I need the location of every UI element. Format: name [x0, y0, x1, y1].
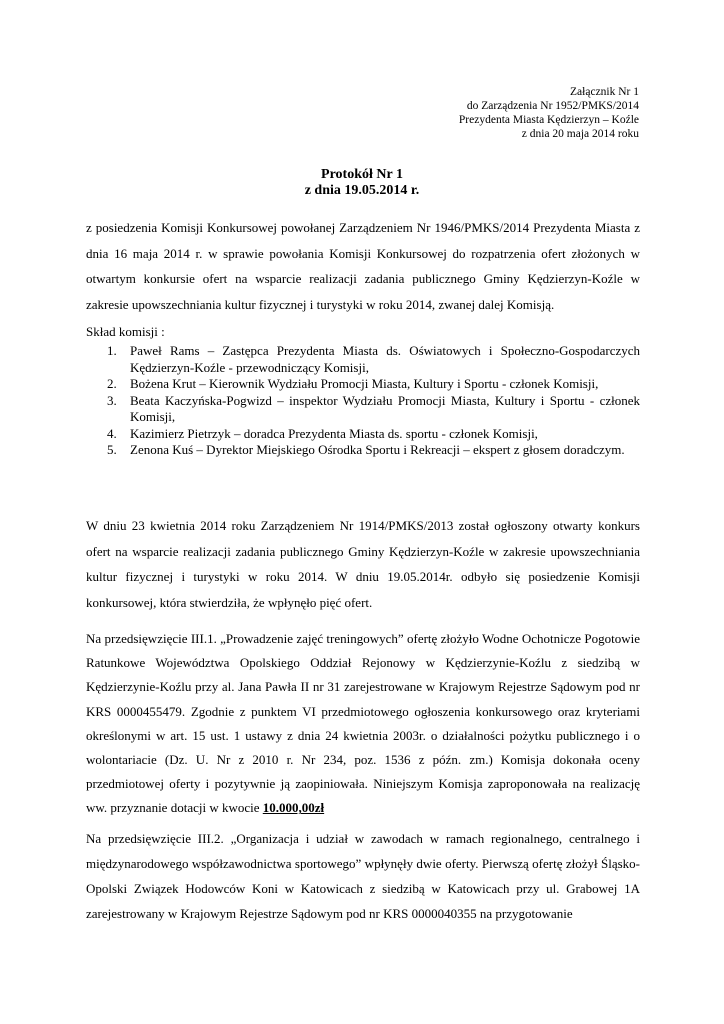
- paragraph-contest-announcement: [86, 513, 640, 615]
- list-item-text: Beata Kaczyńska-Pogwizd – inspektor Wydziału Promocji Miasta, Kultury i Sportu - członek Komisji,: [130, 392, 640, 424]
- list-item: [86, 376, 640, 393]
- list-item-text: Zenona Kuś – Dyrektor Miejskiego Ośrodka Sportu i Rekreacji – ekspert z głosem doradczym.: [130, 442, 625, 457]
- title-line-2: z dnia 19.05.2014 r.: [304, 183, 420, 198]
- list-item: [86, 393, 640, 426]
- paragraph-3-text: Na przedsięwzięcie III.2. „Organizacja i udział w zawodach w ramach regionalnego, centralnego i międzynarodowego współzawodnictwa sportowego” wpłynęły dwie oferty. Pierwszą ofertę złożył Śląsko-Opolski Związek Hodowców Koni w Katowicach z siedzibą w Katowicach przy ul. Grabowej 1A zarejestrowany w Krajowym Rejestrze Sądowym pod nr KRS 0000040355 na przygotowanie: [86, 831, 640, 921]
- annex-line-4: z dnia 20 maja 2014 roku: [521, 128, 639, 140]
- paragraph-2-body: [86, 627, 640, 821]
- list-item-number: 1.: [107, 343, 117, 358]
- paragraph-project-iii-1: [86, 627, 640, 821]
- list-item-text: Paweł Rams – Zastępca Prezydenta Miasta ds. Oświatowych i Społeczno-Gospodarczych Kędzierzyn-Koźle - przewodniczący Komisji,: [130, 343, 640, 375]
- document-title: [0, 167, 724, 199]
- paragraph-1-text: W dniu 23 kwietnia 2014 roku Zarządzeniem Nr 1914/PMKS/2013 został ogłoszony otwarty konkurs ofert na wsparcie realizacji zadania publicznego Gminy Kędzierzyn-Koźle w zakresie upowszechniania kultur fizycznej i turystyki w roku 2014. W dniu 19.05.2014r. odbyło się posiedzenie Komisji konkursowej, która stwierdziła, że wpłynęło pięć ofert.: [86, 518, 640, 610]
- intro-text: z posiedzenia Komisji Konkursowej powołanej Zarządzeniem Nr 1946/PMKS/2014 Prezydenta Miasta z dnia 16 maja 2014 r. w sprawie powołania Komisji Konkursowej do rozpatrzenia ofert złożonych w otwartym konkursie ofert na wsparcie realizacji zadania publicznego Gminy Kędzierzyn-Koźle w zakresie upowszechniania kultur fizycznej i turystyki w roku 2014, zwanej dalej Komisją.: [86, 220, 640, 312]
- committee-members-list: [86, 343, 640, 459]
- list-item-number: 4.: [107, 425, 117, 441]
- intro-paragraph: [86, 215, 640, 317]
- annex-line-3: Prezydenta Miasta Kędzierzyn – Koźle: [458, 114, 639, 126]
- annex-header: [459, 85, 639, 141]
- paragraph-2-text: Na przedsięwzięcie III.1. „Prowadzenie zajęć treningowych” ofertę złożyło Wodne Ochotnicze Pogotowie Ratunkowe Województwa Opolskiego Oddział Rejonowy w Kędzierzynie-Koźlu z siedzibą w Kędzierzynie-Koźlu przy al. Jana Pawła II nr 31 zarejestrowane w Krajowym Rejestrze Sądowym pod nr KRS 0000455479. Zgodnie z punktem VI przedmiotowego ogłoszenia konkursowego oraz kryteriami określonymi w art. 15 ust. 1 ustawy z dnia 24 kwietnia 2003r. o działalności pożytku publicznego i o wolontariacie (Dz. U. Nr z 2010 r. Nr 234, poz. 1536 z późn. zm.) Komisja dokonała oceny przedmiotowej oferty i pozytywnie ją zaopiniowała. Niniejszym Komisja zaproponowała na realizację ww. przyznanie dotacji w kwocie: [86, 631, 640, 816]
- list-item: [86, 442, 640, 459]
- paragraph-project-iii-2: [86, 826, 640, 926]
- list-item-number: 5.: [107, 442, 117, 457]
- committee-heading: Skład komisji :: [86, 324, 165, 339]
- grant-amount: 10.000,00zł: [262, 800, 325, 816]
- annex-line-2: do Zarządzenia Nr 1952/PMKS/2014: [466, 100, 639, 112]
- list-item-text: Kazimierz Pietrzyk – doradca Prezydenta Miasta ds. sportu - członek Komisji,: [130, 425, 538, 441]
- title-line-1: Protokół Nr 1: [321, 167, 403, 182]
- list-item: [86, 426, 640, 443]
- list-item-text: Bożena Krut – Kierownik Wydziału Promocji Miasta, Kultury i Sportu - członek Komisji,: [130, 376, 599, 391]
- list-item: [86, 343, 640, 376]
- annex-line-1: Załącznik Nr 1: [570, 86, 639, 98]
- list-item-number: 3.: [107, 392, 117, 408]
- list-item-number: 2.: [107, 376, 117, 391]
